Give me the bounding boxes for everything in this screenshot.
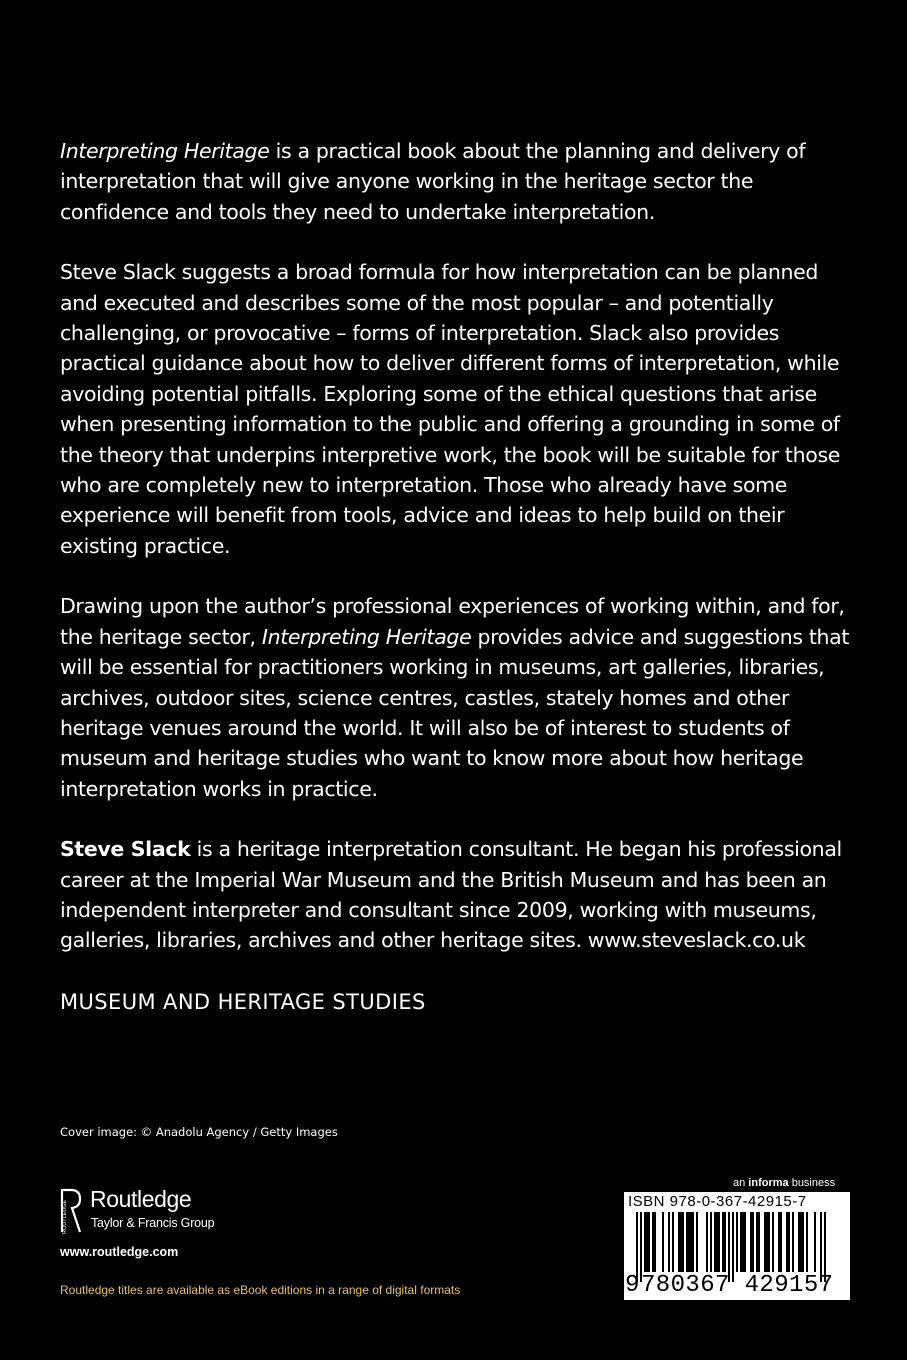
barcode-bar <box>654 1212 656 1272</box>
blurb-text: provides advice and suggestions that will be essential for practitioners working in museums, art galleries, libraries, archives, outdoor sites, science centres, castles, stately homes and other heritage venues around the world. It will also be of interest to students of museum and heritage studies who want to know more about how heritage interpretation works in practice. <box>60 624 850 801</box>
barcode-bar <box>648 1212 650 1272</box>
barcode-bar <box>802 1212 804 1272</box>
barcode-bar <box>764 1212 766 1272</box>
blurb-text: Drawing upon the author’s professional experiences of working within, and for, the heritage sector, <box>60 594 845 649</box>
barcode-bar <box>722 1212 724 1272</box>
barcode-bar <box>756 1212 758 1272</box>
barcode-bar <box>768 1212 770 1272</box>
author-bio <box>60 834 850 956</box>
barcode-bar <box>690 1212 692 1272</box>
barcode-bar <box>724 1212 726 1272</box>
ebook-note: Routledge titles are available as eBook editions in a range of digital formats <box>60 1283 461 1297</box>
barcode-bar <box>718 1212 720 1272</box>
barcode-bar <box>644 1212 646 1272</box>
barcode-bar <box>772 1212 774 1272</box>
barcode-bar <box>792 1212 794 1272</box>
barcode-bar <box>662 1212 664 1272</box>
barcode-bar <box>744 1212 746 1272</box>
barcode-bar <box>678 1212 680 1272</box>
back-cover-blurb <box>60 136 850 956</box>
blurb-text: is a practical book about the planning and delivery of interpretation that will give anyone working in the heritage sector the confidence and tools they need to undertake interpretation. <box>60 139 806 224</box>
informa-business-label <box>733 1177 835 1189</box>
publisher-name: Routledge <box>90 1186 192 1212</box>
blurb-paragraph-3 <box>60 591 850 804</box>
barcode-bar <box>696 1212 698 1272</box>
barcode-bar <box>686 1212 688 1272</box>
routledge-vertical-text: ROUTLEDGE <box>62 1199 68 1234</box>
barcode-bar <box>778 1212 780 1272</box>
barcode-bar <box>758 1212 760 1272</box>
barcode-bar <box>752 1212 754 1272</box>
informa-prefix: an <box>733 1177 749 1189</box>
barcode-bar <box>692 1212 694 1272</box>
informa-suffix: business <box>788 1177 836 1189</box>
barcode-bar <box>786 1212 788 1272</box>
isbn-label: ISBN 978-0-367-42915-7 <box>628 1193 807 1210</box>
barcode-bar <box>814 1212 816 1272</box>
isbn-barcode <box>624 1192 850 1300</box>
publisher-url: www.routledge.com <box>60 1245 179 1259</box>
publisher-logo <box>60 1188 320 1238</box>
barcode-bar <box>800 1212 802 1272</box>
barcode-bar <box>680 1212 682 1272</box>
ean-remaining-digits: 780367 429157 <box>641 1272 834 1299</box>
barcode-bar <box>714 1212 716 1272</box>
barcode-bar <box>798 1212 800 1272</box>
series-name: MUSEUM AND HERITAGE STUDIES <box>60 990 426 1014</box>
barcode-bar <box>646 1212 648 1272</box>
book-title-italic: Interpreting Heritage <box>60 139 270 163</box>
author-bio-text: is a heritage interpretation consultant. He began his professional career at the Imperial War Museum and the British Museum and has been an independent interpreter and consultant since 2009, working with museums, galleries, libraries, archives and other heritage sites. www.steveslack.co.uk <box>60 837 842 953</box>
publisher-group: Taylor & Francis Group <box>91 1216 215 1230</box>
blurb-paragraph-1 <box>60 136 850 227</box>
barcode-bar <box>682 1212 684 1272</box>
barcode-bar <box>668 1212 670 1272</box>
routledge-r-logo-icon <box>60 1188 82 1234</box>
barcode-bar <box>806 1212 808 1272</box>
barcode-bar <box>710 1212 712 1272</box>
author-name: Steve Slack <box>60 837 191 862</box>
barcode-bar <box>672 1212 674 1272</box>
blurb-paragraph-2: Steve Slack suggests a broad formula for how interpretation can be planned and executed and describes some of the most popular – and potentially challenging, or provocative – forms of interpretation. Slack also provides practical guidance about how to deliver different forms of interpretation, while avoiding potential pitfalls. Exploring some of the ethical questions that arise when presenting information to the public and offering a grounding in some of the theory that underpins interpretive work, the book will be suitable for those who are completely new to interpretation. Those who already have some experience will benefit from tools, advice and ideas to help build on their existing practice. <box>60 260 841 558</box>
barcode-bar <box>780 1212 782 1272</box>
barcode-bar <box>742 1212 744 1272</box>
book-title-italic: Interpreting Heritage <box>261 624 472 649</box>
barcode-bar <box>766 1212 768 1272</box>
cover-image-credit: Cover image: © Anadolu Agency / Getty Images <box>60 1125 338 1139</box>
barcode-bar <box>788 1212 790 1272</box>
barcode-bar <box>740 1212 742 1272</box>
barcode-bar <box>750 1212 752 1272</box>
ean-first-digit: 9 <box>625 1272 640 1299</box>
barcode-bar <box>716 1212 718 1272</box>
barcode-bar <box>688 1212 690 1272</box>
informa-brand: informa <box>748 1177 789 1189</box>
barcode-bar <box>652 1212 654 1272</box>
barcode-bar <box>736 1212 738 1272</box>
barcode-bar <box>706 1212 708 1272</box>
